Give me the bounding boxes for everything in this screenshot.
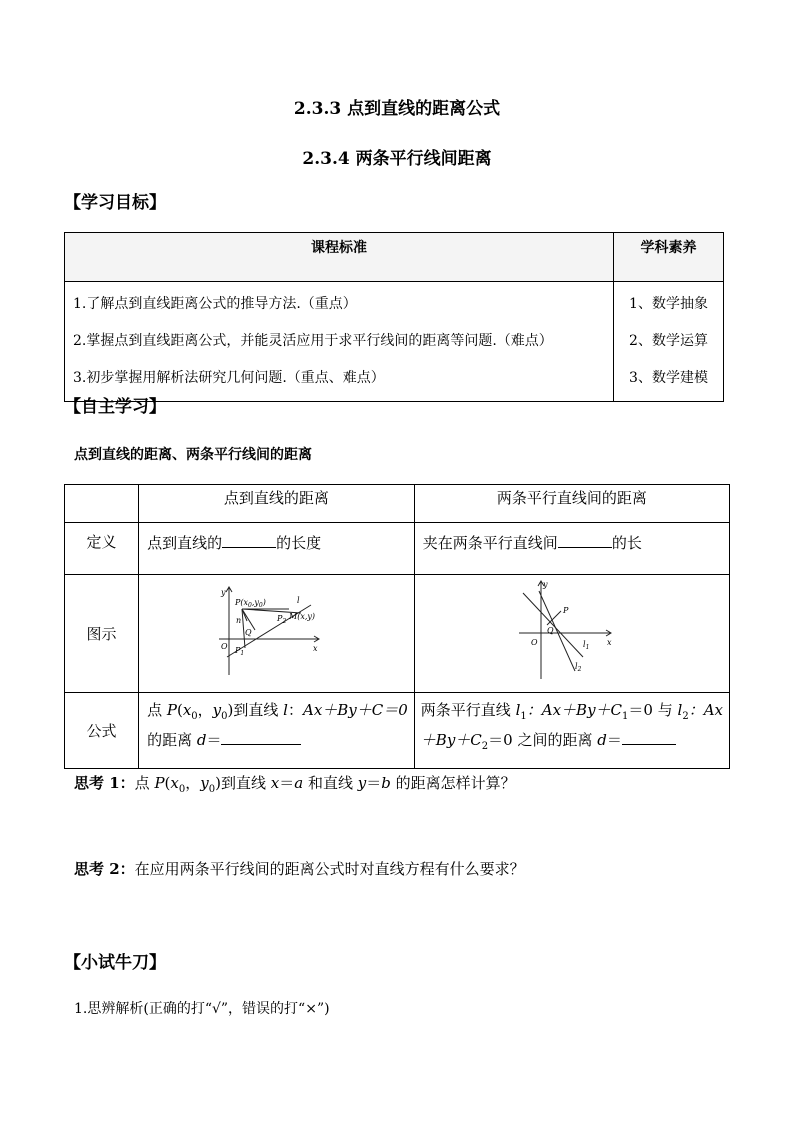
row-figure-label: 图示 — [86, 625, 117, 643]
def-point-blank[interactable] — [222, 531, 276, 548]
formula-point-line1: 点 $P(x_0$，$y_0$)到直线 l：Ax＋By＋C＝0 — [147, 701, 408, 722]
point-line-distance-figure — [139, 575, 407, 689]
fig2-label-q: Q — [546, 626, 554, 635]
def-point-text-a: 点到直线的 — [147, 534, 223, 552]
page-subtitle: 2.3.4 两条平行线间距离 — [302, 149, 492, 169]
page-title: 2.3.3 点到直线的距离公式 — [293, 99, 501, 119]
objective-item: 1.了解点到直线距离公式的推导方法.（重点） — [73, 296, 357, 312]
fig1-label-p1: $P_1$ — [235, 646, 245, 657]
section-self-heading: 【自主学习】 — [64, 397, 166, 417]
goals-objectives-cell — [65, 282, 614, 402]
header-point-distance: 点到直线的距离 — [223, 489, 329, 507]
def-parallel-text-a: 夹在两条平行直线间 — [422, 534, 558, 552]
self-subtitle: 点到直线的距离、两条平行线间的距离 — [74, 447, 312, 463]
literacy-item: 1、数学抽象 — [629, 296, 708, 312]
fig1-label-p: $P(x_0,y_0)$ — [235, 598, 266, 609]
formula-parallel-cell — [414, 693, 729, 769]
row-definition-label: 定义 — [86, 533, 117, 551]
formula-parallel-blank[interactable] — [622, 728, 676, 745]
goals-header-standard: 课程标准 — [65, 233, 614, 282]
formula-point-cell — [139, 693, 415, 769]
objective-item: 3.初步掌握用解析法研究几何问题.（重点、难点） — [73, 370, 385, 386]
fig1-label-q: Q — [245, 628, 252, 637]
formula-parallel-line1: 两条平行直线 $l_1$：$Ax+By+C_1=0$ 与 $l_2$：Ax — [420, 701, 723, 722]
header-parallel-distance: 两条平行直线间的距离 — [496, 489, 647, 507]
def-parallel-text-b: 的长 — [611, 534, 642, 552]
fig1-label-x: x — [313, 644, 318, 653]
goals-header-literacy: 学科素养 — [614, 233, 724, 282]
def-parallel-blank[interactable] — [558, 531, 612, 548]
formula-parallel-line2: $+By+C_2=0$ 之间的距离 d＝ — [421, 727, 723, 757]
literacy-item: 3、数学建模 — [629, 370, 708, 386]
section-goals-heading: 【学习目标】 — [64, 193, 166, 213]
fig1-label-l: l — [297, 596, 300, 605]
figure-point-cell — [139, 575, 415, 693]
def-point-text-b: 的长度 — [276, 534, 322, 552]
think-1: 思考 1：点 $P(x_0$，$y_0$)到直线 x＝a 和直线 y＝b 的距离怎样计算？ — [74, 774, 516, 795]
fig1-label-o: O — [221, 642, 228, 651]
section-try-heading: 【小试牛刀】 — [64, 953, 166, 973]
line-l1 — [523, 593, 583, 657]
fig1-label-p2: $P_2$ — [277, 614, 287, 625]
fig1-label-y: y — [221, 588, 226, 597]
figure-parallel-cell — [414, 575, 729, 693]
fig2-label-y: y — [542, 580, 548, 589]
fig1-label-n: n — [236, 616, 242, 625]
fig2-label-l1: $l_1$ — [582, 640, 590, 651]
concept-table — [64, 484, 730, 769]
fig2-label-l2: $l_2$ — [574, 662, 582, 673]
literacy-item: 2、数学运算 — [629, 333, 708, 349]
fig1-label-m: M(x,y) — [289, 612, 316, 621]
think-2: 思考 2：在应用两条平行线间的距离公式时对直线方程有什么要求？ — [74, 860, 525, 878]
formula-point-line2: 的距离 d＝ — [147, 727, 408, 757]
concept-corner — [65, 485, 139, 523]
fig2-label-o: O — [530, 638, 538, 647]
line-l2 — [539, 591, 575, 671]
formula-point-blank[interactable] — [221, 728, 301, 745]
objective-item: 2.掌握点到直线距离公式，并能灵活应用于求平行线间的距离等问题.（难点） — [73, 333, 553, 349]
try-item-1: 1.思辨解析(正确的打“√”，错误的打“×”) — [74, 1001, 330, 1017]
goals-literacy-cell — [614, 282, 724, 402]
fig2-label-x: x — [606, 638, 612, 647]
goals-table — [64, 232, 724, 402]
def-parallel-cell — [414, 523, 729, 575]
def-point-cell — [139, 523, 415, 575]
perpendicular-pq — [242, 609, 255, 630]
parallel-lines-figure — [415, 575, 715, 689]
row-formula-label: 公式 — [86, 722, 117, 740]
fig2-label-p: P — [562, 606, 569, 615]
